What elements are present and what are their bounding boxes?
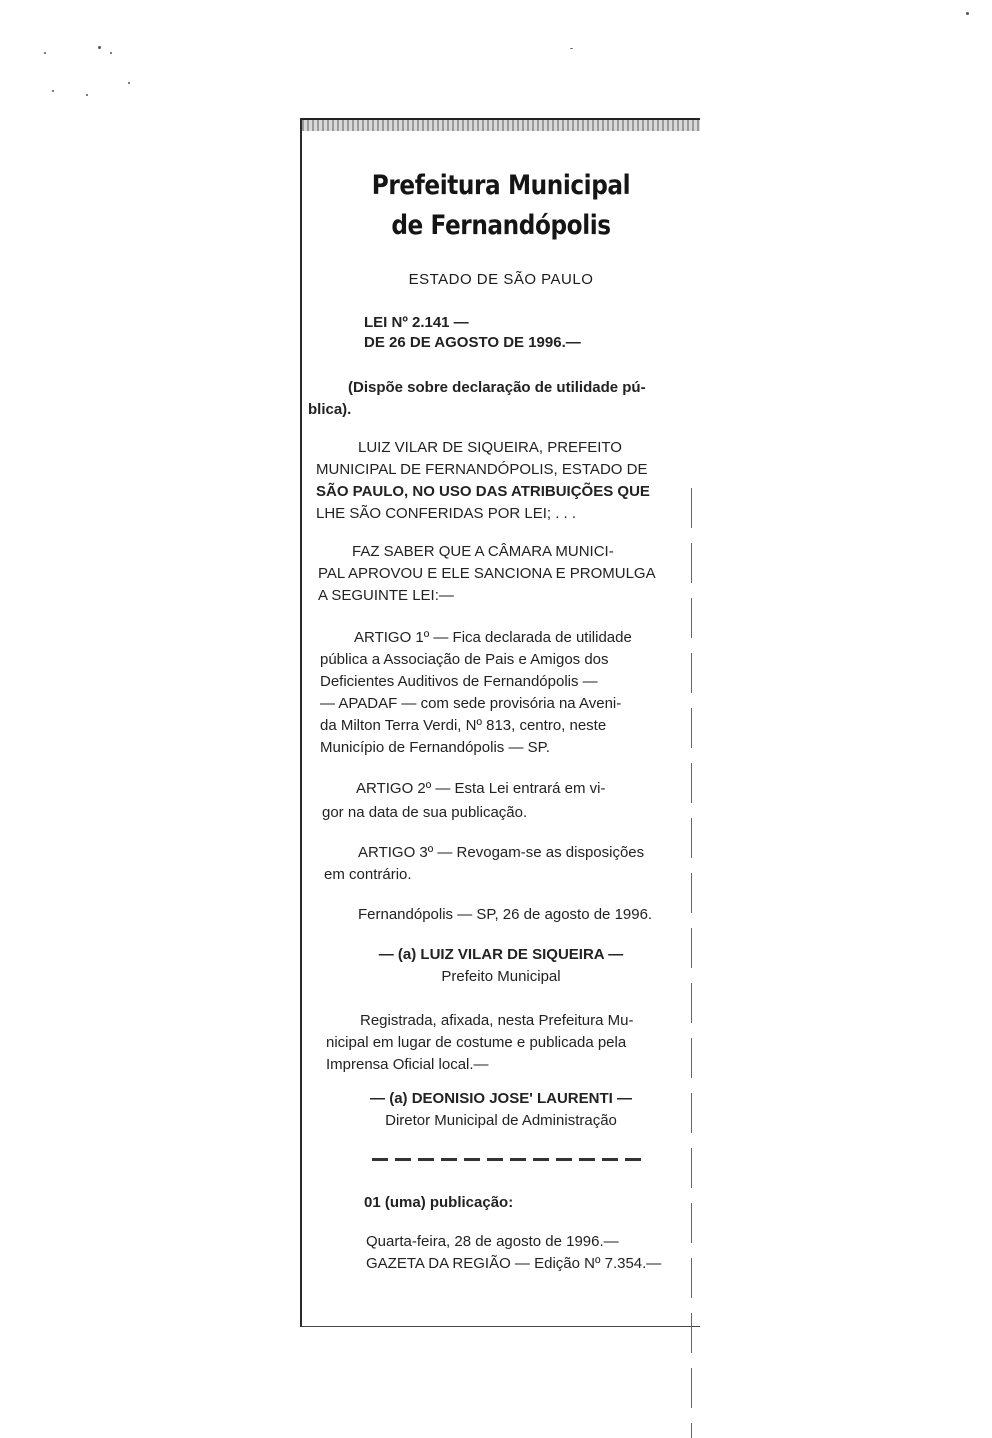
preamble-line1: LUIZ VILAR DE SIQUEIRA, PREFEITO <box>358 439 622 456</box>
article1-line6: Município de Fernandópolis — SP. <box>320 739 550 756</box>
preamble-line2: MUNICIPAL DE FERNANDÓPOLIS, ESTADO DE <box>316 461 648 478</box>
enactment-line2: PAL APROVOU E ELE SANCIONA E PROMULGA <box>318 565 656 582</box>
scan-speck <box>86 94 88 96</box>
signature2-name: — (a) DEONISIO JOSE' LAURENTI — <box>370 1090 632 1107</box>
registration-line2: nicipal em lugar de costume e publicada pela <box>326 1034 627 1051</box>
article3-line2: em contrário. <box>324 866 412 883</box>
law-number: LEI Nº 2.141 — <box>364 314 469 331</box>
scan-speck <box>128 82 130 84</box>
scan-speck <box>52 90 54 92</box>
scan-speck <box>966 12 969 15</box>
article1-line5: da Milton Terra Verdi, Nº 813, centro, neste <box>320 717 607 734</box>
separator-dashes <box>372 1158 648 1161</box>
signature1-role: Prefeito Municipal <box>441 968 561 985</box>
header-title-line2: de Fernandópolis <box>391 210 611 241</box>
header-title-line1: Prefeitura Municipal <box>371 170 631 201</box>
article1-line4: — APADAF — com sede provisória na Aveni- <box>320 695 622 712</box>
registration-line1: Registrada, afixada, nesta Prefeitura Mu- <box>360 1012 634 1029</box>
article1-line1: ARTIGO 1º — Fica declarada de utilidade <box>354 629 632 646</box>
publication-gazette: GAZETA DA REGIÃO — Edição Nº 7.354.— <box>366 1255 662 1272</box>
newspaper-clipping <box>300 118 700 1327</box>
scan-speck <box>110 52 112 54</box>
signature1-name: — (a) LUIZ VILAR DE SIQUEIRA — <box>378 946 624 963</box>
enactment-line1: FAZ SABER QUE A CÂMARA MUNICI- <box>352 543 614 560</box>
article3-line1: ARTIGO 3º — Revogam-se as disposições <box>358 844 645 861</box>
summary-line1: (Dispõe sobre declaração de utilidade pú- <box>348 379 646 396</box>
registration-line3: Imprensa Oficial local.— <box>326 1056 489 1073</box>
preamble-line3: SÃO PAULO, NO USO DAS ATRIBUIÇÕES QUE <box>316 483 650 500</box>
scan-speck <box>570 48 573 49</box>
signature2-role: Diretor Municipal de Administração <box>385 1112 617 1129</box>
article2-line2: gor na data de sua publicação. <box>322 804 528 821</box>
header-state: ESTADO DE SÃO PAULO <box>408 271 594 288</box>
publication-count: 01 (uma) publicação: <box>364 1194 514 1211</box>
article1-line3: Deficientes Auditivos de Fernandópolis — <box>320 673 598 690</box>
scan-speck <box>44 52 46 54</box>
place-date: Fernandópolis — SP, 26 de agosto de 1996. <box>358 906 653 923</box>
preamble-line4: LHE SÃO CONFERIDAS POR LEI; . . . <box>316 505 577 522</box>
law-date: DE 26 DE AGOSTO DE 1996.— <box>364 334 581 351</box>
summary-line2: blica). <box>308 401 352 418</box>
article2-line1: ARTIGO 2º — Esta Lei entrará em vi- <box>356 780 606 797</box>
article1-line2: pública a Associação de Pais e Amigos dos <box>320 651 609 668</box>
publication-date: Quarta-feira, 28 de agosto de 1996.— <box>366 1233 619 1250</box>
clipping-top-rule <box>302 118 700 131</box>
scan-speck <box>98 46 101 49</box>
enactment-line3: A SEGUINTE LEI:— <box>318 587 454 604</box>
